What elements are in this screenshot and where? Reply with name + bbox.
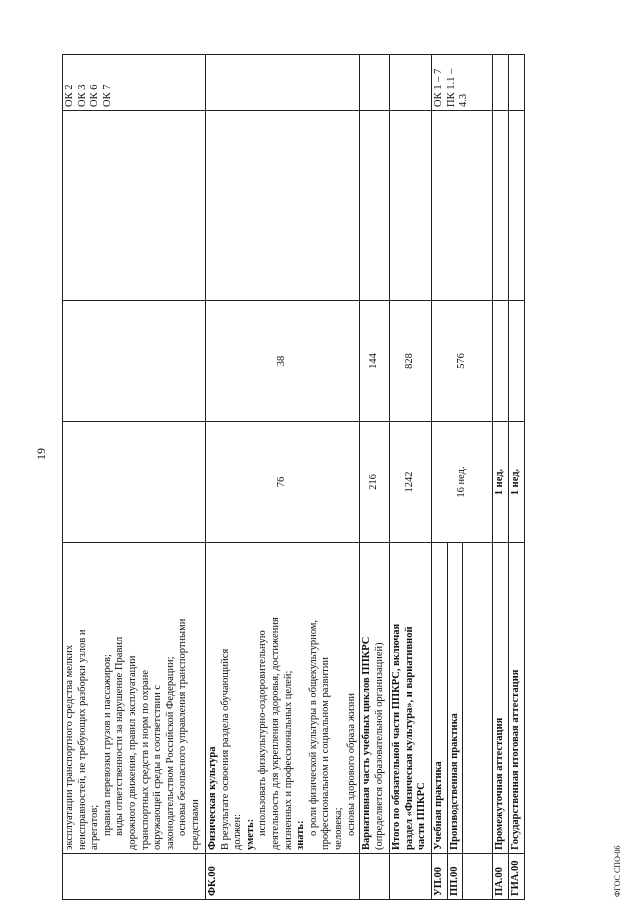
content-line: основы безопасного управления транспортными [177,618,189,836]
content-line: окружающей среды в соответствии с [152,685,164,850]
discipline-cell [360,111,390,301]
content-line: Итого по обязательной части ППКРС, включая [391,623,403,850]
max-load-cell [63,422,206,543]
content-line: профессиональном и социальном развитии [320,657,332,850]
row-code: ПА.00 [493,854,509,900]
content-line: должен: [232,813,244,850]
competence-cell [206,55,360,111]
table-row [63,55,206,900]
content-line: дорожного движения, правил эксплуатации [126,655,138,850]
curriculum-table [62,54,525,900]
required-load-cell: 828 [390,301,432,422]
discipline-cell [206,111,360,301]
discipline-cell [63,111,206,301]
row-code [360,854,390,900]
competence-cell [508,55,524,111]
competence-code: ОК 3 [76,84,88,107]
competence-code: ПК 1.1 – 4.3 [445,68,470,107]
row-code [390,854,432,900]
table-row [206,55,360,900]
section-title: Физическая культура [207,746,218,850]
required-load-cell: 144 [360,301,390,422]
competence-code: ОК 7 [101,84,113,107]
content-line: В результате освоения раздела обучающийся [219,648,231,850]
row-code: ПП.00 [447,854,463,900]
row-content [63,543,206,854]
practice-max-cell: 16 нед. [432,422,493,543]
required-load-cell [493,301,509,422]
competence-cell [432,55,493,111]
row-content: Промежуточная аттестация [493,543,509,854]
row-code: УП.00 [432,854,448,900]
max-load-cell: 216 [360,422,390,543]
practice-required-cell: 576 [432,301,493,422]
competence-cell [390,55,432,111]
max-load-cell: 76 [206,422,360,543]
row-content [206,543,360,854]
required-load-cell [63,301,206,422]
table-row [493,55,509,900]
table-row [432,55,448,900]
footer-label: ФГОС СПО-06 [613,845,622,897]
required-load-cell: 38 [206,301,360,422]
content-line: агрегатов; [89,804,101,850]
row-content [390,543,432,854]
row-code [463,854,493,900]
max-load-cell: 1 нед. [493,422,509,543]
row-content: Учебная практика [432,543,448,854]
content-line: человека; [332,807,344,850]
content-line: Вариативная часть учебных циклов ППКРС [361,636,373,850]
row-content [463,543,493,854]
table-row [360,55,390,900]
content-line: неисправностей, не требующих разборки узлов и [76,629,88,850]
table-row [390,55,432,900]
max-load-cell: 1 нед. [508,422,524,543]
content-line: деятельность для укрепления здоровья, достижения [269,617,281,850]
content-line: о роли физической культуры в общекультурном, [307,619,319,836]
discipline-cell [432,111,493,301]
competence-code: ОК 1 – 7 [433,68,445,107]
row-code [63,854,206,900]
content-line: правила перевозки грузов и пассажиров; [101,654,113,836]
content-line: уметь: [244,818,256,850]
content-line: части ППКРС [416,782,428,850]
content-line: использовать физкультурно-оздоровительную [257,630,269,836]
content-line: транспортных средств и норм по охране [139,669,151,850]
row-content: Производственная практика [447,543,463,854]
competence-code: ОК 6 [89,84,101,107]
content-line: эксплуатации транспортного средства мелких [64,644,75,850]
content-line: виды ответственности за нарушение Правил [114,636,126,836]
content-line: жизненных и профессиональных целей; [282,670,294,850]
required-load-cell [508,301,524,422]
page-number: 19 [34,448,48,460]
content-line: основы здорового образа жизни [345,693,357,836]
row-content: Государственная итоговая аттестация [508,543,524,854]
competence-cell [360,55,390,111]
row-content [360,543,390,854]
content-line: законодательством Российской Федерации; [164,656,176,850]
row-code: ГИА.00 [508,854,524,900]
discipline-cell [508,111,524,301]
max-load-cell: 1242 [390,422,432,543]
content-line: раздел «Физическая культура», и вариативной [403,626,415,850]
content-line: (определяется образовательной организацией) [373,642,385,850]
discipline-cell [493,111,509,301]
row-code: ФК.00 [206,854,360,900]
content-line: средствами [189,799,201,850]
competence-code: ОК 2 [64,84,75,107]
competence-cell [63,55,206,111]
content-line: знать: [295,820,307,850]
competence-cell [493,55,509,111]
table-row [508,55,524,900]
discipline-cell [390,111,432,301]
